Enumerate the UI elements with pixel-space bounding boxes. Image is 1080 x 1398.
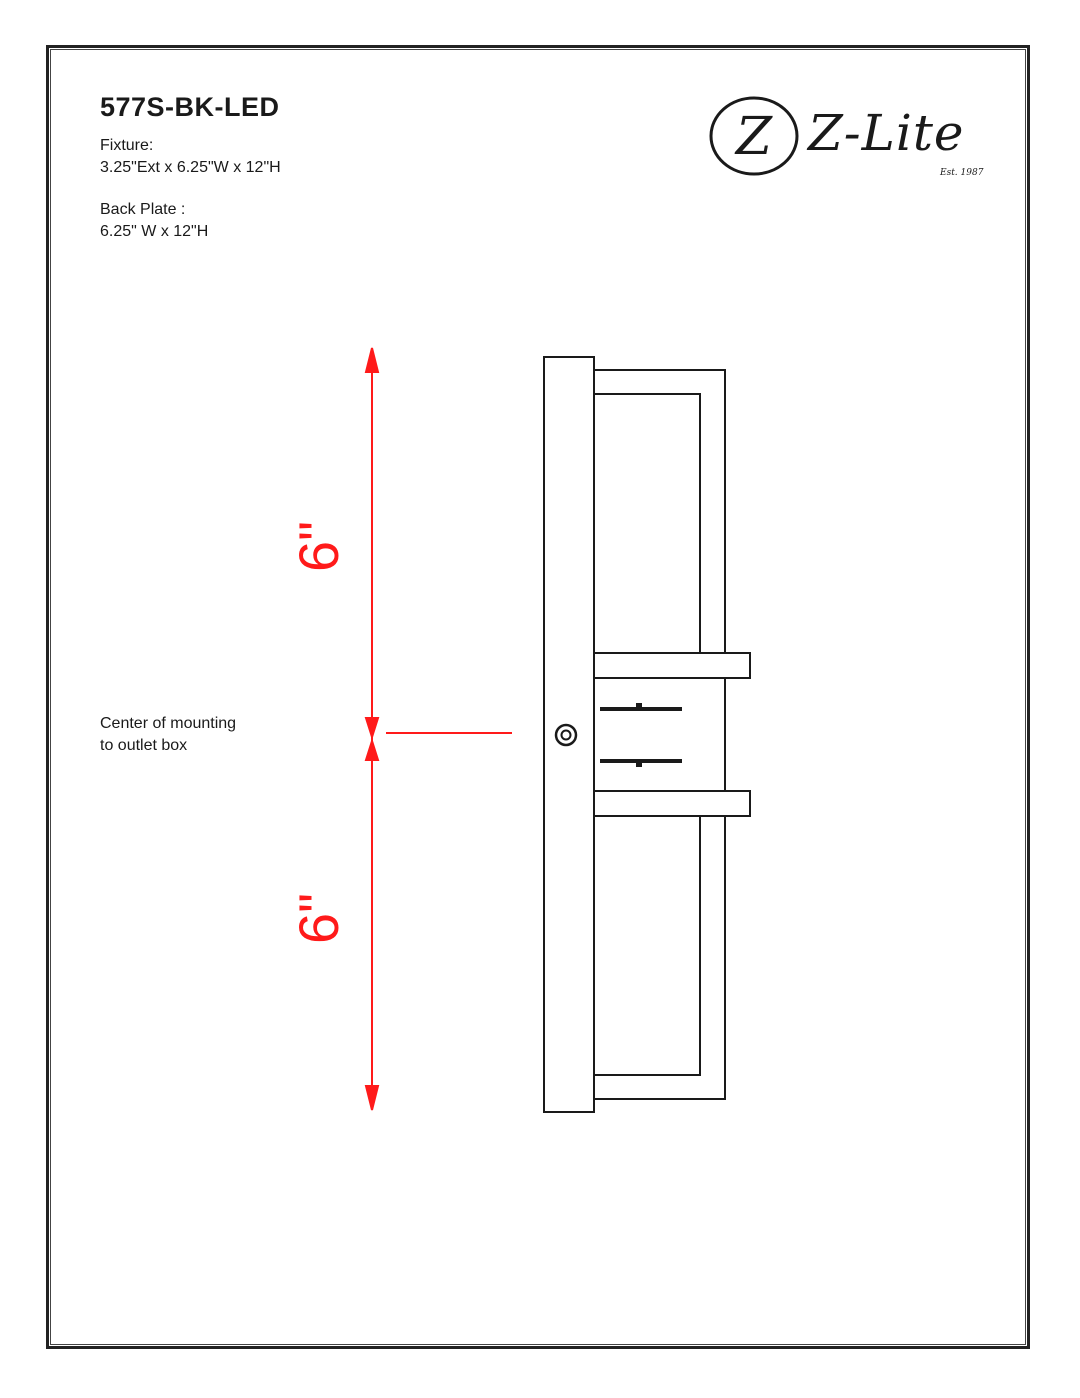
upper-shade-inner [594, 394, 700, 653]
shade-outer-outline [594, 370, 725, 1099]
lower-band [594, 791, 750, 816]
backplate-value: 6.25" W x 12"H [100, 223, 209, 240]
mounting-note-line2: to outlet box [100, 737, 188, 754]
logo-wordmark: Z-Lite [808, 104, 965, 162]
bar-clip-lower [636, 762, 642, 767]
arrow-top-icon [366, 348, 378, 372]
dimension-line [366, 348, 512, 1110]
arrow-bottom-icon [366, 1086, 378, 1110]
bar-clip-upper [636, 703, 642, 708]
upper-band [594, 653, 750, 678]
backplate-label: Back Plate : [100, 201, 186, 218]
dimension-lower-label: 6" [287, 892, 350, 944]
dimension-upper-label: 6" [287, 520, 350, 572]
back-plate [544, 357, 594, 1112]
model-number: 577S-BK-LED [100, 92, 280, 122]
arrow-mid-upper-icon [366, 718, 378, 737]
mounting-screw-icon [556, 725, 576, 745]
center-bars [600, 709, 682, 761]
logo-established: Est. 1987 [940, 168, 984, 178]
lower-shade-inner [594, 816, 700, 1075]
fixture-label: Fixture: [100, 137, 154, 154]
mounting-note-line1: Center of mounting [100, 715, 237, 732]
arrow-mid-lower-icon [366, 741, 378, 760]
fixture-value: 3.25"Ext x 6.25"W x 12"H [100, 159, 281, 176]
logo-monogram: Z [735, 107, 773, 167]
